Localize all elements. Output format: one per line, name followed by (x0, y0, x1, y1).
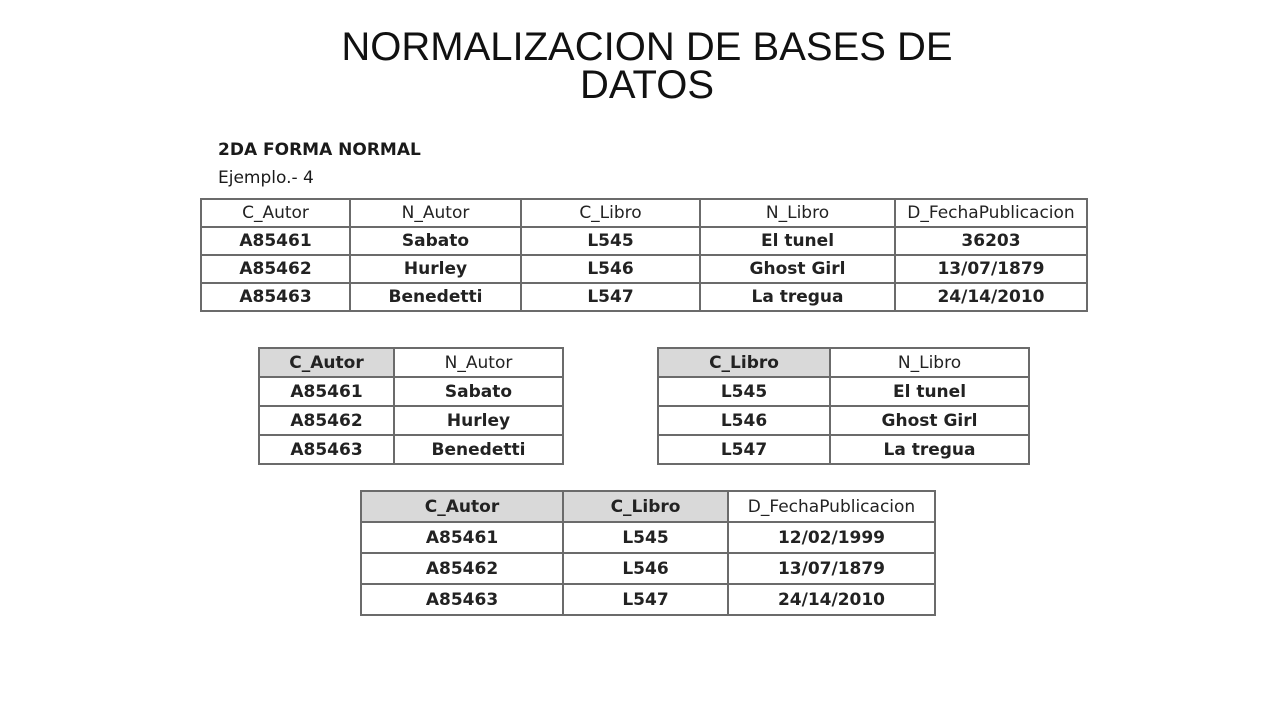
table-cell: El tunel (700, 227, 895, 255)
table-cell: 13/07/1879 (895, 255, 1087, 283)
table-cell: A85461 (361, 522, 563, 553)
table-cell: 24/14/2010 (895, 283, 1087, 311)
table-row (259, 406, 563, 435)
table-row (201, 227, 1087, 255)
table-row (658, 406, 1029, 435)
table-cell: 36203 (895, 227, 1087, 255)
table-row (259, 377, 563, 406)
table-cell: A85463 (361, 584, 563, 615)
header-n-autor: N_Autor (394, 348, 563, 377)
table-row (201, 283, 1087, 311)
table-cell: A85461 (259, 377, 394, 406)
table-cell: A85462 (259, 406, 394, 435)
table-cell: A85463 (259, 435, 394, 464)
table-libro (657, 347, 1030, 465)
table-row (361, 584, 935, 615)
table-cell: La tregua (830, 435, 1029, 464)
table-row (201, 255, 1087, 283)
table-header-row (361, 491, 935, 522)
table-cell: L547 (521, 283, 700, 311)
section-heading: 2DA FORMA NORMAL (218, 140, 421, 160)
table-row (658, 377, 1029, 406)
table-cell: El tunel (830, 377, 1029, 406)
table-cell: L546 (521, 255, 700, 283)
header-c-autor: C_Autor (361, 491, 563, 522)
table-cell: L545 (521, 227, 700, 255)
table-cell: Hurley (394, 406, 563, 435)
table-header-row (259, 348, 563, 377)
table-cell: Sabato (394, 377, 563, 406)
table-row (658, 435, 1029, 464)
header-n-libro: N_Libro (700, 199, 895, 227)
table-header-row (658, 348, 1029, 377)
table-unnormalized (200, 198, 1088, 312)
table-cell: Sabato (350, 227, 521, 255)
table-cell: L547 (563, 584, 728, 615)
table-row (361, 522, 935, 553)
header-c-autor: C_Autor (259, 348, 394, 377)
header-n-autor: N_Autor (350, 199, 521, 227)
table-cell: L546 (563, 553, 728, 584)
table-cell: Benedetti (350, 283, 521, 311)
table-cell: Ghost Girl (700, 255, 895, 283)
table-cell: L547 (658, 435, 830, 464)
header-c-libro: C_Libro (521, 199, 700, 227)
table-autor (258, 347, 564, 465)
example-label: Ejemplo.- 4 (218, 168, 314, 188)
table-cell: L545 (563, 522, 728, 553)
table-cell: Ghost Girl (830, 406, 1029, 435)
header-d-fecha: D_FechaPublicacion (728, 491, 935, 522)
table-row (259, 435, 563, 464)
table-cell: A85461 (201, 227, 350, 255)
table-cell: L546 (658, 406, 830, 435)
table-row (361, 553, 935, 584)
table-cell: L545 (658, 377, 830, 406)
header-c-libro: C_Libro (658, 348, 830, 377)
table-cell: 13/07/1879 (728, 553, 935, 584)
header-d-fecha: D_FechaPublicacion (895, 199, 1087, 227)
header-n-libro: N_Libro (830, 348, 1029, 377)
table-publicacion (360, 490, 936, 616)
table-header-row (201, 199, 1087, 227)
table-cell: Benedetti (394, 435, 563, 464)
table-cell: A85462 (201, 255, 350, 283)
header-c-libro: C_Libro (563, 491, 728, 522)
page-title: NORMALIZACION DE BASES DE DATOS (341, 25, 953, 107)
header-c-autor: C_Autor (201, 199, 350, 227)
table-cell: Hurley (350, 255, 521, 283)
table-cell: La tregua (700, 283, 895, 311)
table-cell: 12/02/1999 (728, 522, 935, 553)
table-cell: A85463 (201, 283, 350, 311)
table-cell: A85462 (361, 553, 563, 584)
table-cell: 24/14/2010 (728, 584, 935, 615)
